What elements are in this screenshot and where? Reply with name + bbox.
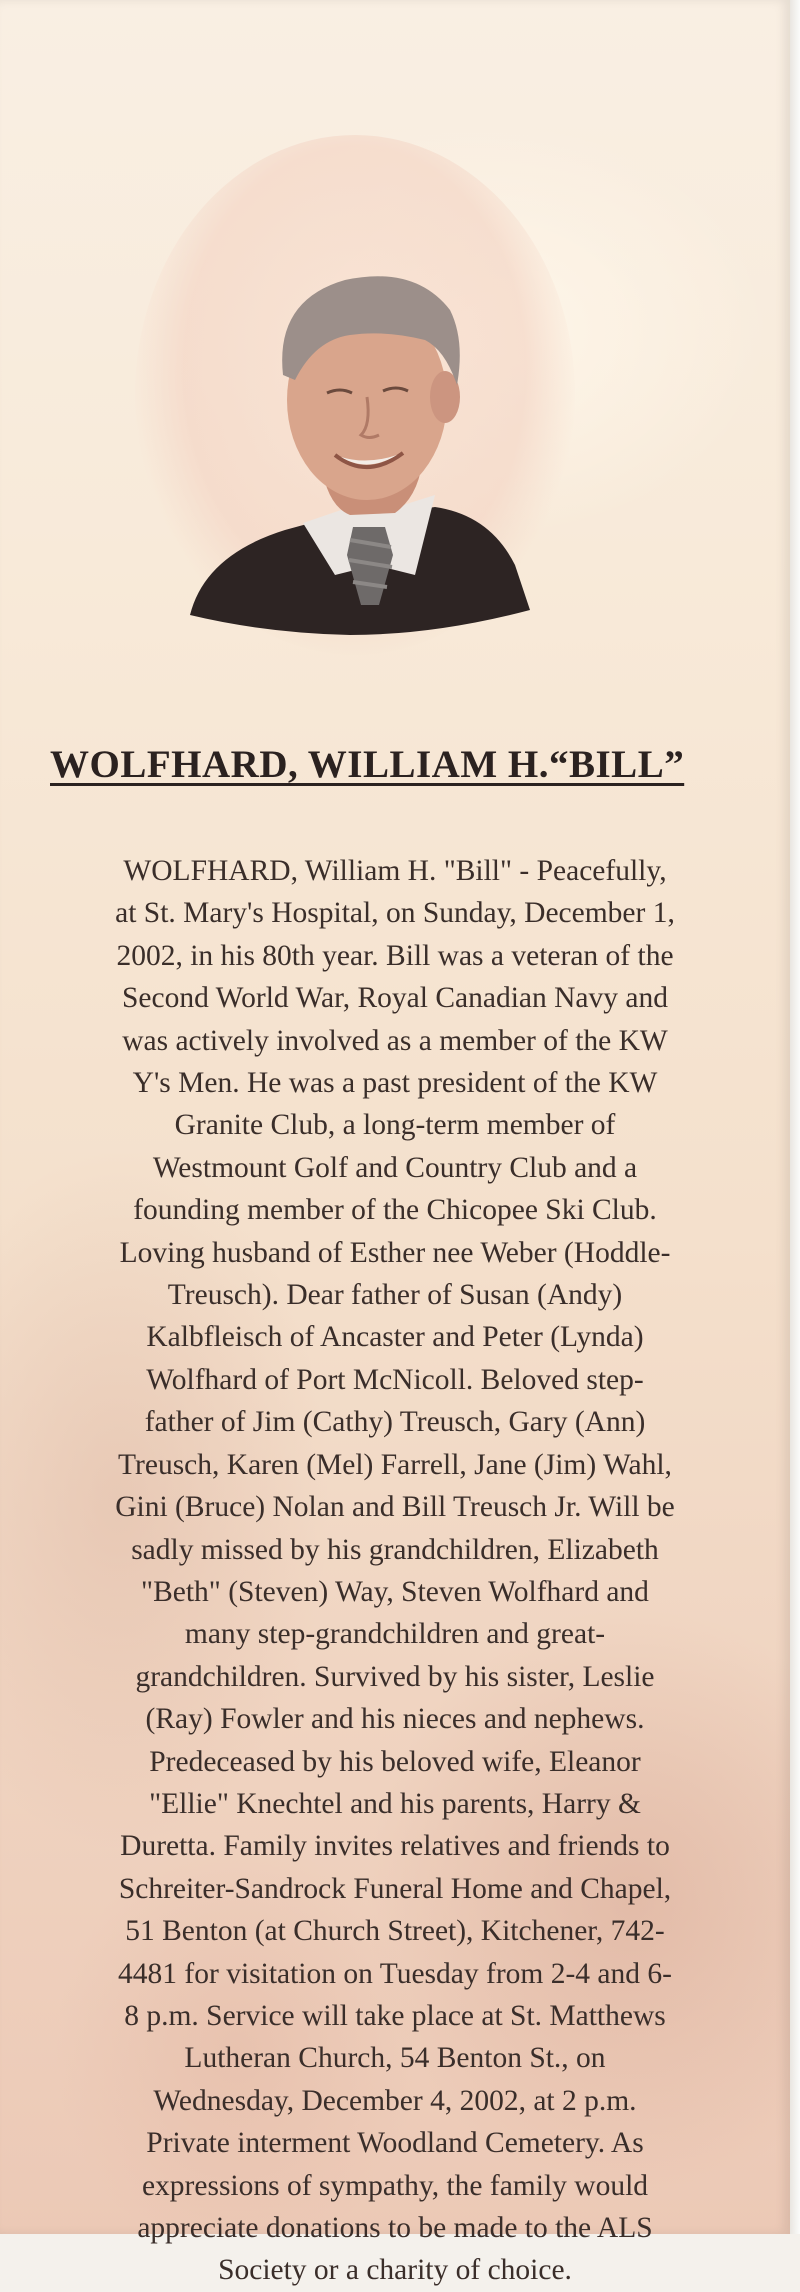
obituary-line: Schreiter-Sandrock Funeral Home and Chapel, (118, 1872, 672, 1905)
obituary-heading: WOLFHARD, WILLIAM H.“BILL” (50, 743, 685, 786)
obituary-line: Second World War, Royal Canadian Navy and (122, 982, 668, 1015)
obituary-line: many step-grandchildren and great- (184, 1618, 606, 1651)
page-edge (790, 0, 800, 2234)
obituary-line: father of Jim (Cathy) Treusch, Gary (Ann) (144, 1406, 646, 1439)
obituary-line: (Ray) Fowler and his nieces and nephews. (145, 1703, 645, 1736)
obituary-line: Treusch). Dear father of Susan (Andy) (167, 1279, 623, 1312)
obituary-line: Y's Men. He was a past president of the KW (132, 1067, 658, 1100)
portrait-frame (135, 135, 575, 655)
obituary-line: grandchildren. Survived by his sister, Leslie (135, 1660, 655, 1693)
obituary-line: at St. Mary's Hospital, on Sunday, December 1, (115, 897, 675, 930)
obituary-line: 2002, in his 80th year. Bill was a veteran of the (116, 939, 674, 972)
obituary-line: Gini (Bruce) Nolan and Bill Treusch Jr. Will be (115, 1491, 675, 1524)
obituary-line: Lutheran Church, 54 Benton St., on (184, 2042, 606, 2075)
obituary-text (45, 850, 745, 2292)
obituary-line: Treusch, Karen (Mel) Farrell, Jane (Jim) Wahl, (118, 1448, 672, 1481)
obituary-line: Wolfhard of Port McNicoll. Beloved step- (146, 1363, 644, 1396)
obituary-line: Wednesday, December 4, 2002, at 2 p.m. (153, 2084, 637, 2117)
obituary-line: Kalbfleisch of Ancaster and Peter (Lynda) (146, 1321, 644, 1354)
portrait-photo (135, 135, 575, 655)
obituary-line: founding member of the Chicopee Ski Club. (133, 1194, 657, 1227)
obituary-line: Loving husband of Esther nee Weber (Hoddle- (119, 1236, 671, 1269)
obituary-line: Duretta. Family invites relatives and friends to (120, 1830, 670, 1863)
obituary-line: Private interment Woodland Cemetery. As (146, 2127, 644, 2160)
obituary-line: "Ellie" Knechtel and his parents, Harry & (149, 1787, 641, 1820)
obituary-line: was actively involved as a member of the KW (122, 1024, 668, 1057)
obituary-line: Granite Club, a long-term member of (174, 1109, 616, 1142)
obituary-line: Westmount Golf and Country Club and a (152, 1151, 638, 1184)
obituary-line: 4481 for visitation on Tuesday from 2-4 and 6- (118, 1957, 672, 1990)
obituary-line: appreciate donations to be made to the ALS (137, 2212, 653, 2244)
obituary-line: Predeceased by his beloved wife, Eleanor (149, 1745, 641, 1778)
obituary-line: sadly missed by his grandchildren, Elizabeth (131, 1533, 659, 1566)
obituary-line: Society or a charity of choice. (218, 2254, 572, 2287)
obituary-line: expressions of sympathy, the family would (141, 2169, 649, 2202)
obituary-line: 51 Benton (at Church Street), Kitchener, 742- (125, 1915, 665, 1948)
obituary-line: "Beth" (Steven) Way, Steven Wolfhard and (141, 1575, 649, 1608)
obituary-line: WOLFHARD, William H. "Bill" - Peacefully, (123, 855, 667, 887)
obituary-line: 8 p.m. Service will take place at St. Matthews (124, 1999, 666, 2032)
